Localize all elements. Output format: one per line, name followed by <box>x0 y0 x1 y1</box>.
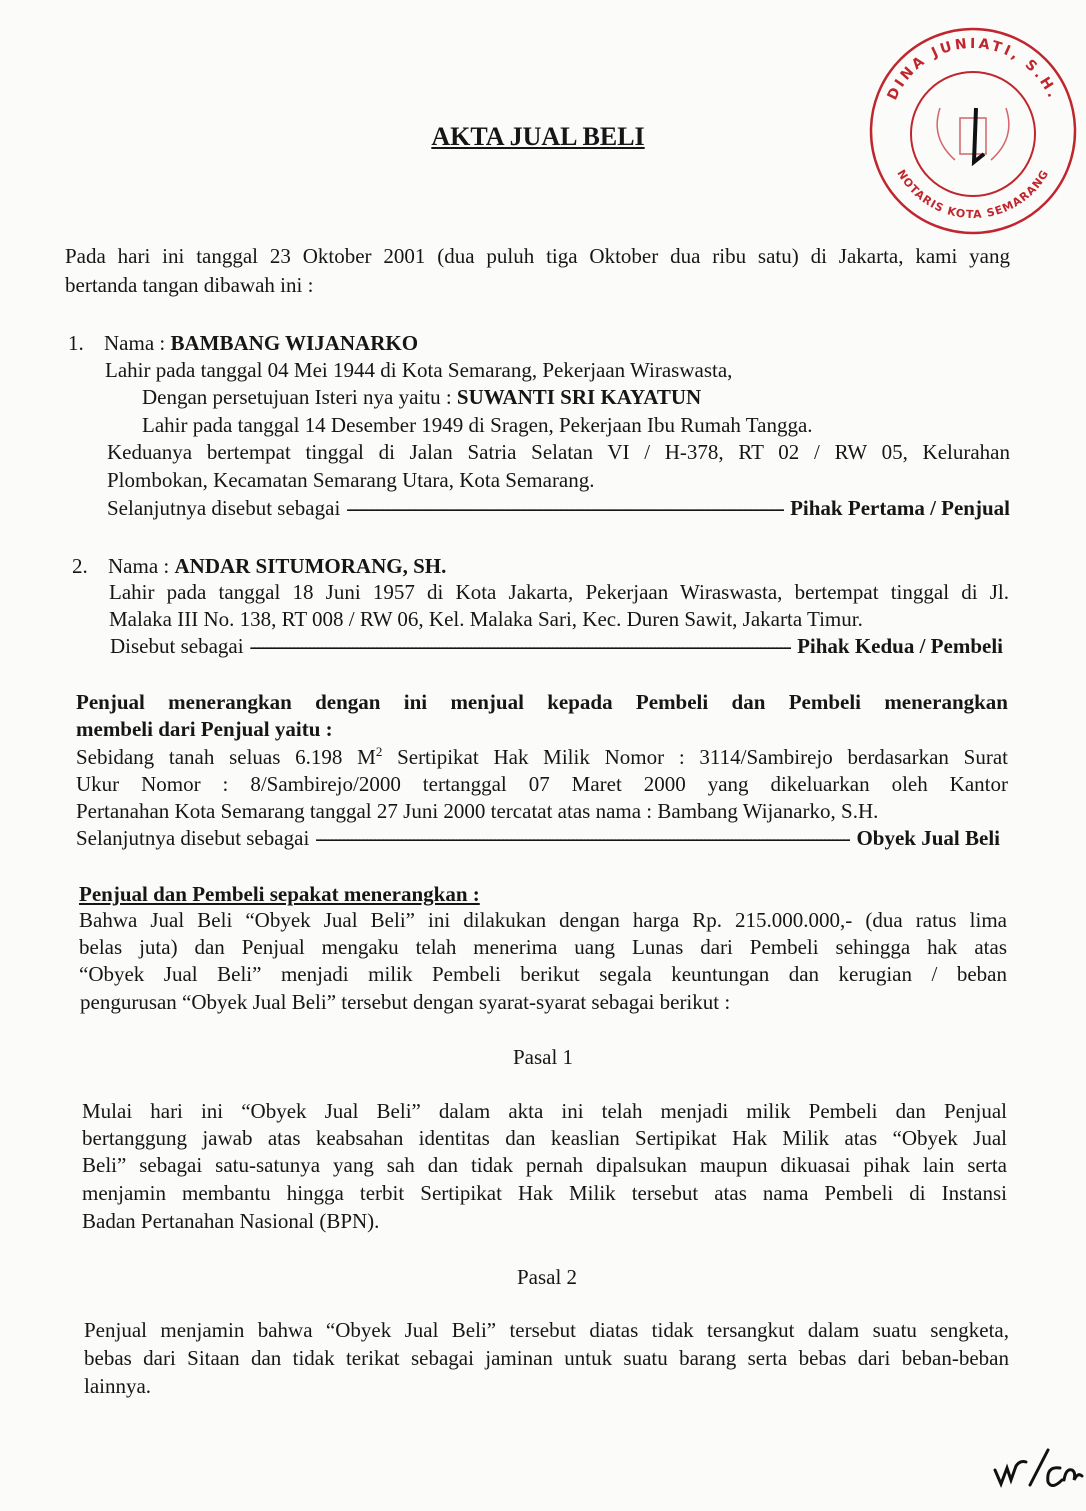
object-line-text: Sertipikat Hak Milik Nomor : 3114/Sambirejo berdasarkan Surat <box>382 745 1008 769</box>
consent-label: Dengan persetujuan Isteri nya yaitu : <box>142 385 457 409</box>
object-heading: Penjual menerangkan dengan ini menjual kepada Pembeli dan Pembeli menerangkan <box>76 690 1008 714</box>
party2-role: Pihak Kedua / Pembeli <box>797 634 1003 658</box>
called-label: Disebut sebagai <box>110 634 244 658</box>
party1-address: Keduanya bertempat tinggal di Jalan Satria Selatan VI / H-378, RT 02 / RW 05, Kelurahan <box>107 440 1010 464</box>
pasal2-line: bebas dari Sitaan dan tidak terikat sebagai jaminan untuk suatu barang serta bebas dari beban-beban <box>84 1346 1009 1370</box>
spouse-name: SUWANTI SRI KAYATUN <box>456 385 702 409</box>
pasal1-title: Pasal 1 <box>512 1045 574 1069</box>
object-line: Pertanahan Kota Semarang tanggal 27 Juni 2000 tercatat atas nama : Bambang Wijanarko, S.H. <box>76 799 879 823</box>
party1-number: 1. <box>68 331 84 355</box>
agreement-line: belas juta) dan Penjual mengaku telah menerima uang Lunas dari Pembeli sehingga hak atas <box>79 935 1007 959</box>
superscript: 2 <box>375 744 383 759</box>
party2-role-line <box>110 633 1003 659</box>
party1-role-line <box>107 495 1010 521</box>
party2-name-line <box>108 553 446 579</box>
object-line-text: Sebidang tanah seluas 6.198 M <box>76 745 376 769</box>
handwritten-initials-icon <box>990 1440 1085 1500</box>
name-label: Nama : <box>108 554 175 578</box>
object-heading: membeli dari Penjual yaitu : <box>76 717 333 741</box>
party1-role: Pihak Pertama / Penjual <box>790 496 1010 520</box>
pasal2-line: Penjual menjamin bahwa “Obyek Jual Beli” tersebut diatas tidak tersangkut dalam suatu sengketa, <box>84 1318 1009 1342</box>
dash-leader: ------------------------------------------------------------------------------------------------------------------------------------------ <box>249 634 792 658</box>
party1-born: Lahir pada tanggal 04 Mei 1944 di Kota Semarang, Pekerjaan Wiraswasta, <box>105 358 733 382</box>
agreement-line: “Obyek Jual Beli” menjadi milik Pembeli berikut segala keuntungan dan kerugian / beban <box>79 962 1007 986</box>
party2-name: ANDAR SITUMORANG, SH. <box>174 554 447 578</box>
party2-line: Lahir pada tanggal 18 Juni 1957 di Kota Jakarta, Pekerjaan Wiraswasta, bertempat tinggal di Jl. <box>109 580 1009 604</box>
intro-line: Pada hari ini tanggal 23 Oktober 2001 (dua puluh tiga Oktober dua ribu satu) di Jakarta, kami yang <box>65 244 1010 268</box>
intro-line: bertanda tangan dibawah ini : <box>65 273 314 297</box>
agreement-line: Bahwa Jual Beli “Obyek Jual Beli” ini dilakukan dengan harga Rp. 215.000.000,- (dua ratus lima <box>79 908 1007 932</box>
party2-line: Malaka III No. 138, RT 008 / RW 06, Kel. Malaka Sari, Kec. Duren Sawit, Jakarta Timur. <box>109 607 863 631</box>
object-role-line <box>76 825 1000 851</box>
agreement-heading: Penjual dan Pembeli sepakat menerangkan : <box>79 882 480 906</box>
document-title: AKTA JUAL BELI <box>431 122 645 151</box>
pasal2-line: lainnya. <box>84 1374 152 1398</box>
pasal1-line: Beli” sebagai satu-satunya yang sah dan tidak pernah dipalsukan maupun dikuasai pihak lain serta <box>82 1153 1007 1177</box>
pasal1-line: Mulai hari ini “Obyek Jual Beli” dalam akta ini telah menjadi milik Pembeli dan Penjual <box>82 1099 1007 1123</box>
party1-name-line <box>104 330 418 356</box>
party1-consent <box>142 384 701 410</box>
name-label: Nama : <box>104 331 171 355</box>
party2-number: 2. <box>72 554 88 578</box>
pasal1-line: Badan Pertanahan Nasional (BPN). <box>82 1209 380 1233</box>
object-role: Obyek Jual Beli <box>856 826 1000 850</box>
pasal1-line: menjamin membantu hingga terbit Sertipikat Hak Milik tersebut atas nama Pembeli di Instansi <box>82 1181 1007 1205</box>
svg-text:DINA JUNIATI, S.H.: DINA JUNIATI, S.H. <box>884 35 1062 103</box>
pasal2-title: Pasal 2 <box>516 1265 578 1289</box>
pasal1-line: bertanggung jawab atas keabsahan identitas dan keaslian Sertipikat Hak Milik atas “Obyek Jual <box>82 1126 1007 1150</box>
spouse-born: Lahir pada tanggal 14 Desember 1949 di Sragen, Pekerjaan Ibu Rumah Tangga. <box>142 413 813 437</box>
agreement-line: pengurusan “Obyek Jual Beli” tersebut dengan syarat-syarat sebagai berikut : <box>80 990 731 1014</box>
called-label: Selanjutnya disebut sebagai <box>76 826 310 850</box>
object-line: Ukur Nomor : 8/Sambirejo/2000 tertanggal 07 Maret 2000 yang dikeluarkan oleh Kantor <box>76 772 1008 796</box>
svg-text:NOTARIS KOTA SEMARANG: NOTARIS KOTA SEMARANG <box>894 167 1052 222</box>
object-line <box>76 744 1008 770</box>
dash-leader: ------------------------------------------------------------------------------------------------------------------------------------------ <box>346 496 785 520</box>
dash-leader: ------------------------------------------------------------------------------------------------------------------------------------------ <box>315 826 851 850</box>
party1-name: BAMBANG WIJANARKO <box>170 331 419 355</box>
party1-address: Plombokan, Kecamatan Semarang Utara, Kota Semarang. <box>107 468 595 492</box>
notary-stamp-icon <box>868 26 1078 236</box>
called-label: Selanjutnya disebut sebagai <box>107 496 341 520</box>
